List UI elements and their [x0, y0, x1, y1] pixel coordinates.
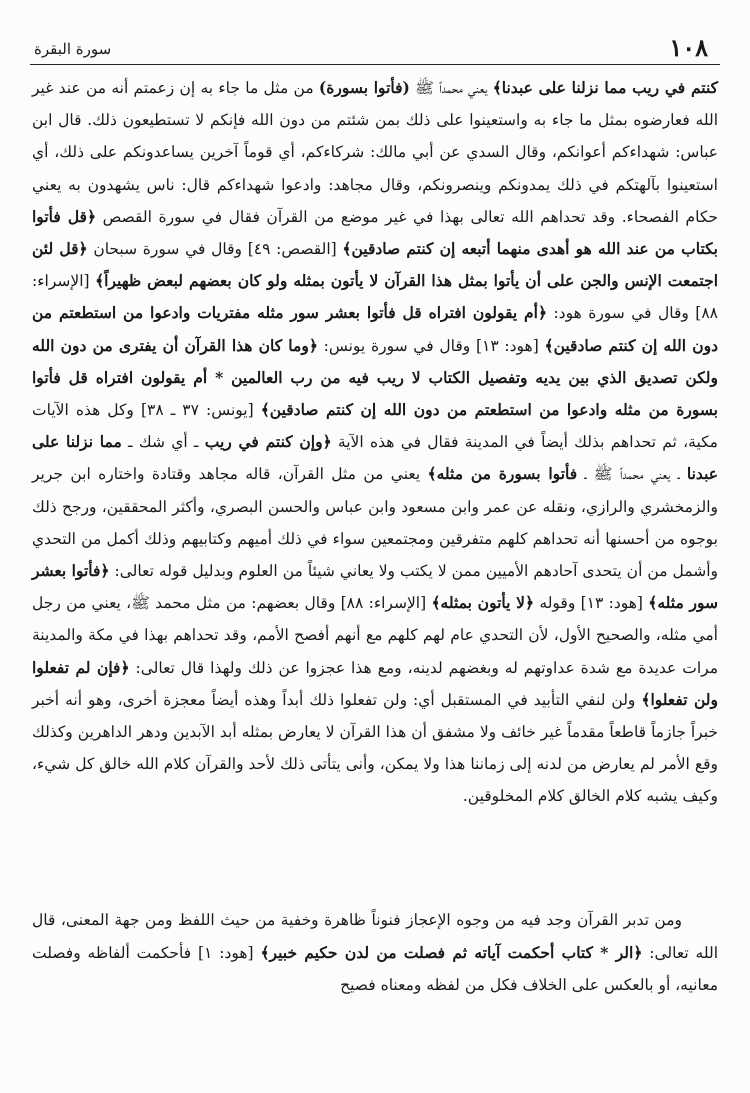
text-segment: [الإسراء: ٨٨] وقال بعضهم: من مثل محمد ﷺ، يعني من رجل أمي مثله، والصحيح الأول، لأن التحدي عام لهم كلهم مع أنهم أفصح الأمم، وقد تحداهم بهذا في مكة والمدينة مرات عديدة مع شدة عداوتهم له وبغضهم لدينه، ومع هذا عجزوا عن ذلك ولهذا قال تعالى: [32, 594, 718, 677]
text-segment: ولن لنفي التأبيد في المستقبل أي: ولن تفعلوا ذلك أبداً وهذه أيضاً معجزة أخرى، وهو أنه أخبر خبراً جازماً قاطعاً مقدماً غير خائف ولا مشفق أن هذا القرآن لا يعارض بمثله أبد الآبدين ودهر الداهرين وكذلك وقع الأمر لم يعارض من لدنه إلى زماننا هذا ولا يمكن، وأنى يتأتى ذلك لأحد والقرآن كلام الله خالق كل شيء، وكيف يشبه كلام الخالق كلام المخلوقين. [32, 690, 718, 806]
page-number: ١٠٨ [669, 33, 708, 62]
text-segment: يعني محمداً ﷺ [409, 79, 493, 97]
text-segment: ﴿وإن كنتم في ريب [204, 432, 332, 452]
text-segment: كنتم في ريب مما نزلنا على عبدنا﴾ [492, 78, 719, 97]
text-segment: [هود: ١٣] وقوله [534, 594, 649, 613]
page-header [30, 34, 720, 65]
text-segment: فأتوا بسورة من مثله﴾ [427, 464, 578, 484]
text-segment: ـ يعني محمداً ﷺ ـ [577, 465, 687, 484]
text-segment: يعني من مثل القرآن، قاله مجاهد وقتادة واختاره ابن جرير والزمخشري والرازي، ونقله عن عمر وابن مسعود وابن عباس والحسن البصري، وأكثر المحققين، ورجح ذلك بوجوه من أحسنها أنه تحداهم كلهم متفرقين ومجتمعين سواء في ذلك أميهم وكتابيهم وذلك أكمل من التحدي وأشمل من أن يتحدى آحادهم الأميين ممن لا يكتب ولا يعاني شيئاً من العلوم وبدليل قوله تعالى: [32, 465, 718, 581]
text-segment: من مثل ما جاء به إن زعمتم أنه من عند غير الله فعارضوه بمثل ما جاء به واستعينوا على ذلك بمن شئتم من دون الله فإنكم لا تستطيعون ذلك. قال ابن عباس: شهداءكم أعوانكم، وقال السدي عن أبي مالك: شركاءكم، أي قوماً آخرين يساعدونكم على ذلك، أي استعينوا بآلهتكم في ذلك يمدونكم وينصرونكم، وقال مجاهد: وادعوا شهداءكم قال: ناس يشهدون به يعني حكام الفصحاء. وقد تحداهم الله تعالى بهذا في غير موضع من القرآن فقال في سورة القصص [32, 79, 718, 226]
text-segment: ﴿الر * كتاب أحكمت آياته ثم فصلت من لدن حكيم خبير﴾ [260, 942, 643, 962]
text-segment: ﴿لا يأتون بمثله﴾ [431, 593, 535, 613]
text-segment: (فأتوا بسورة) [318, 78, 410, 97]
text-segment: [هود: ١] فأحكمت ألفاظه وفصلت معانيه، أو بالعكس على الخلاف فكل من لفظه ومعناه فصيح [32, 943, 718, 994]
text-segment: ﴿قل لئن اجتمعت الإنس والجن على أن يأتوا بمثل هذا القرآن لا يأتون بمثله ولو كان بعضهم لبعض ظهيراً﴾ [32, 239, 718, 291]
text-segment: ﴿أم يقولون افتراه قل فأتوا بعشر سور مثله مفتريات وادعوا من استطعتم من دون الله إن كنتم صادقين﴾ [32, 303, 718, 355]
text-segment: [الإسراء: ٨٨] وقال في سورة هود: [32, 272, 719, 323]
text-segment: ومن تدبر القرآن وجد فيه من وجوه الإعجاز فنوناً ظاهرة وخفية من حيث اللفظ ومن جهة المعنى، قال الله تعالى: [32, 911, 719, 962]
text-segment: ﴿قل فأتوا بكتاب من عند الله هو أهدى منهما أتبعه إن كنتم صادقين﴾ [32, 206, 718, 259]
text-segment: [القصص: ٤٩] وقال في سورة سبحان [87, 240, 343, 259]
text-segment: [هود: ١٣] وقال في سورة يونس: [317, 336, 545, 355]
text-segment: [يونس: ٣٧ ـ ٣٨] وكل هذه الآيات مكية، ثم تحداهم بذلك أيضاً في المدينة فقال في هذه الآية [32, 401, 718, 452]
tafsir-paragraph-1 [32, 72, 718, 813]
text-segment: مما نزلنا على عبدنا [32, 432, 718, 484]
text-segment: ﴿وما كان هذا القرآن أن يفترى من دون الله ولكن تصديق الذي بين يديه وتفصيل الكتاب لا ريب فيه من رب العالمين * أم يقولون افتراه قل فأتوا بسورة من مثله وادعوا من استطعتم من دون الله إن كنتم صادقين﴾ [32, 335, 718, 420]
text-segment: ـ أي شك ـ [121, 433, 205, 452]
surah-title: سورة البقرة [34, 40, 112, 58]
text-segment: ﴿فإن لم تفعلوا ولن تفعلوا﴾ [32, 657, 719, 709]
tafsir-paragraph-2 [32, 904, 718, 1002]
text-segment: ﴿فأتوا بعشر سور مثله﴾ [32, 561, 719, 613]
